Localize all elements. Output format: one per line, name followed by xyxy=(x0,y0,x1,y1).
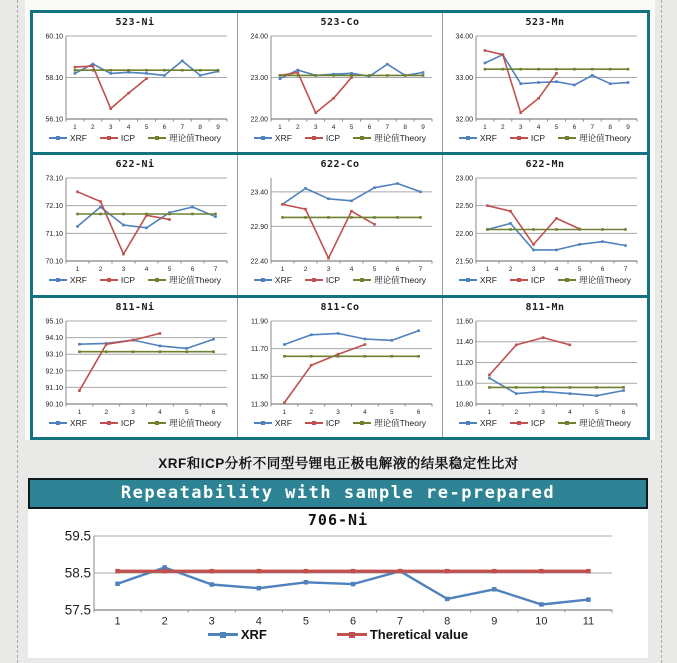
legend-label: 理论值Theory xyxy=(579,417,632,428)
svg-text:2: 2 xyxy=(309,408,314,416)
svg-text:5: 5 xyxy=(554,124,559,131)
svg-text:7: 7 xyxy=(590,124,595,131)
svg-text:1: 1 xyxy=(114,615,121,626)
svg-text:1: 1 xyxy=(280,266,285,274)
svg-text:8: 8 xyxy=(444,615,451,626)
svg-text:23.00: 23.00 xyxy=(250,74,268,82)
legend-item xyxy=(49,275,87,285)
svg-text:22.50: 22.50 xyxy=(455,203,473,211)
legend-label: ICP xyxy=(325,133,341,143)
legend-item xyxy=(353,417,426,429)
legend-label: XRF xyxy=(479,275,497,286)
svg-text:11.30: 11.30 xyxy=(251,401,268,409)
legend-line-marker-icon xyxy=(459,420,477,425)
legend-item xyxy=(148,274,221,286)
legend-line-marker-icon xyxy=(558,278,576,283)
svg-text:3: 3 xyxy=(541,408,545,416)
legend-item xyxy=(100,418,135,428)
legend-label: 理论值Theory xyxy=(169,275,222,286)
svg-text:59.5: 59.5 xyxy=(64,530,91,544)
chart-title: 523-Co xyxy=(320,17,360,28)
svg-text:4: 4 xyxy=(554,266,559,274)
svg-text:60.10: 60.10 xyxy=(45,33,63,41)
chart-title: 622-Ni xyxy=(115,159,155,171)
legend-line-marker-icon xyxy=(148,420,166,425)
svg-text:95.10: 95.10 xyxy=(45,318,63,326)
chart-title: 622-Mn xyxy=(525,159,565,171)
chart-622-mn xyxy=(442,155,647,294)
svg-text:22.90: 22.90 xyxy=(250,224,268,232)
chart-legend xyxy=(459,274,631,286)
svg-text:11: 11 xyxy=(582,615,595,626)
chart-523-co xyxy=(237,13,442,152)
legend-label: ICP xyxy=(530,417,546,428)
legend-item xyxy=(558,274,631,286)
chart-title: 811-Ni xyxy=(115,301,155,313)
svg-text:2: 2 xyxy=(514,408,519,416)
svg-text:9: 9 xyxy=(626,124,630,131)
svg-text:11.60: 11.60 xyxy=(456,318,473,326)
svg-text:8: 8 xyxy=(403,124,407,131)
chart-title: 523-Mn xyxy=(525,17,565,28)
legend-line-marker-icon xyxy=(353,278,371,283)
chart-811-mn xyxy=(442,298,647,437)
legend-label: XRF xyxy=(479,417,497,428)
svg-text:5: 5 xyxy=(184,408,189,416)
svg-text:8: 8 xyxy=(198,124,202,131)
legend-line-marker-icon xyxy=(49,136,67,141)
legend-line-marker-icon xyxy=(254,136,272,141)
svg-text:57.5: 57.5 xyxy=(64,602,91,618)
svg-text:4: 4 xyxy=(349,266,354,274)
legend-label: ICP xyxy=(530,133,546,143)
legend-line-marker-icon xyxy=(510,420,528,425)
svg-text:70.10: 70.10 xyxy=(45,258,63,266)
chart-legend xyxy=(459,132,631,144)
svg-text:22.00: 22.00 xyxy=(455,231,473,239)
legend-label: XRF xyxy=(479,133,497,143)
svg-text:6: 6 xyxy=(572,124,577,131)
svg-text:3: 3 xyxy=(121,266,126,274)
legend-label: 理论值Theory xyxy=(374,275,427,286)
svg-text:71.10: 71.10 xyxy=(45,231,63,239)
legend-item xyxy=(459,133,497,143)
svg-text:7: 7 xyxy=(385,124,390,131)
repeatability-section xyxy=(28,478,648,658)
svg-text:4: 4 xyxy=(568,408,572,416)
svg-text:5: 5 xyxy=(577,266,582,274)
svg-text:6: 6 xyxy=(190,266,195,274)
chart-legend xyxy=(254,274,426,286)
legend-label: ICP xyxy=(120,417,136,428)
legend-item xyxy=(49,133,87,143)
legend-label: XRF xyxy=(240,627,267,642)
legend-label: XRF xyxy=(69,417,87,428)
svg-text:91.10: 91.10 xyxy=(45,384,63,392)
chart-plot xyxy=(446,30,644,132)
svg-text:9: 9 xyxy=(491,615,498,626)
svg-text:2: 2 xyxy=(501,124,505,131)
legend-line-marker-icon xyxy=(305,136,323,141)
legend-item xyxy=(49,418,87,428)
grid-row-811 xyxy=(33,295,647,437)
svg-text:24.00: 24.00 xyxy=(250,33,268,41)
grid-row-622 xyxy=(33,152,647,294)
legend-label: ICP xyxy=(325,417,341,428)
svg-text:7: 7 xyxy=(623,266,628,274)
legend-label: XRF xyxy=(274,133,292,143)
legend-label: XRF xyxy=(69,275,87,286)
svg-text:90.10: 90.10 xyxy=(45,401,63,409)
svg-text:2: 2 xyxy=(91,124,95,131)
svg-text:4: 4 xyxy=(536,124,541,131)
svg-text:3: 3 xyxy=(313,124,318,131)
svg-text:2: 2 xyxy=(104,408,109,416)
legend-label: XRF xyxy=(69,133,87,143)
svg-text:58.5: 58.5 xyxy=(64,565,91,581)
legend-item xyxy=(305,275,340,285)
svg-text:1: 1 xyxy=(278,124,282,131)
print-margin-left xyxy=(17,0,18,663)
svg-text:7: 7 xyxy=(180,124,185,131)
legend-label: ICP xyxy=(530,275,546,286)
chart-622-ni xyxy=(33,155,237,294)
chart-legend xyxy=(28,627,648,642)
svg-text:11.90: 11.90 xyxy=(251,318,268,326)
svg-text:2: 2 xyxy=(508,266,513,274)
svg-text:11.40: 11.40 xyxy=(456,338,473,346)
legend-label: 理论值Theory xyxy=(579,133,632,143)
chart-plot xyxy=(36,172,234,274)
legend-line-marker-icon xyxy=(254,420,272,425)
svg-text:72.10: 72.10 xyxy=(45,203,63,211)
legend-item xyxy=(148,417,221,429)
legend-label: 理论值Theory xyxy=(169,133,222,143)
chart-legend xyxy=(49,274,221,286)
chart-plot xyxy=(36,30,234,132)
legend-line-marker-icon xyxy=(254,278,272,283)
svg-text:7: 7 xyxy=(213,266,218,274)
chart-title: 706-Ni xyxy=(307,511,369,529)
svg-text:7: 7 xyxy=(397,615,404,626)
legend-item xyxy=(510,275,545,285)
legend-label: ICP xyxy=(120,133,136,143)
legend-line-marker-icon xyxy=(49,420,67,425)
chart-811-ni xyxy=(33,298,237,437)
figure-caption: XRF和ICP分析不同型号锂电正极电解液的结果稳定性比对 xyxy=(158,456,519,471)
legend-line-marker-icon xyxy=(305,278,323,283)
svg-text:5: 5 xyxy=(594,408,599,416)
svg-text:23.00: 23.00 xyxy=(455,175,473,183)
chart-plot xyxy=(446,315,644,417)
chart-811-co xyxy=(237,298,442,437)
legend-line-marker-icon xyxy=(558,136,576,141)
legend-line-marker-icon xyxy=(510,278,528,283)
legend-item xyxy=(254,275,292,285)
svg-text:10.80: 10.80 xyxy=(455,401,473,409)
legend-item xyxy=(100,133,135,143)
legend-label: 理论值Theory xyxy=(169,417,222,428)
legend-line-marker-icon xyxy=(208,631,238,639)
legend-item xyxy=(337,627,468,642)
legend-line-marker-icon xyxy=(148,278,166,283)
legend-label: XRF xyxy=(274,275,292,286)
svg-text:1: 1 xyxy=(282,408,287,416)
legend-line-marker-icon xyxy=(100,420,118,425)
svg-text:3: 3 xyxy=(518,124,523,131)
legend-label: 理论值Theory xyxy=(579,275,632,286)
legend-label: XRF xyxy=(274,417,292,428)
svg-text:5: 5 xyxy=(349,124,354,131)
svg-text:6: 6 xyxy=(162,124,167,131)
svg-text:4: 4 xyxy=(255,615,262,626)
legend-item xyxy=(305,133,340,143)
svg-text:23.40: 23.40 xyxy=(250,189,268,197)
legend-line-marker-icon xyxy=(510,136,528,141)
svg-text:3: 3 xyxy=(531,266,536,274)
svg-text:92.10: 92.10 xyxy=(45,367,63,375)
chart-plot xyxy=(36,315,234,417)
legend-line-marker-icon xyxy=(100,136,118,141)
legend-line-marker-icon xyxy=(459,278,477,283)
svg-text:6: 6 xyxy=(211,408,216,416)
legend-line-marker-icon xyxy=(558,420,576,425)
legend-label: 理论值Theory xyxy=(374,417,427,428)
legend-line-marker-icon xyxy=(305,420,323,425)
comparison-charts-grid xyxy=(30,10,650,440)
svg-text:11.70: 11.70 xyxy=(251,345,268,353)
svg-text:6: 6 xyxy=(395,266,400,274)
svg-text:3: 3 xyxy=(108,124,113,131)
svg-text:9: 9 xyxy=(216,124,220,131)
legend-line-marker-icon xyxy=(148,136,166,141)
chart-523-ni xyxy=(33,13,237,152)
chart-title: 811-Mn xyxy=(525,301,565,313)
chart-plot xyxy=(241,30,439,132)
svg-text:5: 5 xyxy=(167,266,172,274)
svg-text:1: 1 xyxy=(77,408,82,416)
svg-text:5: 5 xyxy=(372,266,377,274)
chart-plot xyxy=(28,530,640,626)
svg-text:93.10: 93.10 xyxy=(45,351,63,359)
legend-label: ICP xyxy=(120,275,136,286)
chart-legend xyxy=(49,417,221,429)
svg-text:73.10: 73.10 xyxy=(45,175,63,183)
svg-text:58.10: 58.10 xyxy=(45,74,63,82)
grid-row-523 xyxy=(33,13,647,152)
svg-text:9: 9 xyxy=(421,124,425,131)
legend-line-marker-icon xyxy=(353,420,371,425)
svg-text:4: 4 xyxy=(126,124,131,131)
legend-item xyxy=(510,418,545,428)
legend-item xyxy=(254,133,292,143)
svg-text:1: 1 xyxy=(73,124,77,131)
chart-legend xyxy=(254,132,426,144)
svg-text:3: 3 xyxy=(336,408,340,416)
svg-text:1: 1 xyxy=(485,266,490,274)
svg-text:4: 4 xyxy=(331,124,336,131)
legend-line-marker-icon xyxy=(100,278,118,283)
svg-text:94.10: 94.10 xyxy=(45,334,63,342)
svg-text:5: 5 xyxy=(389,408,394,416)
svg-text:56.10: 56.10 xyxy=(45,116,63,124)
svg-text:33.00: 33.00 xyxy=(455,74,473,82)
svg-text:22.40: 22.40 xyxy=(250,258,268,266)
chart-title: 523-Ni xyxy=(115,17,155,28)
svg-text:4: 4 xyxy=(158,408,162,416)
svg-text:2: 2 xyxy=(98,266,103,274)
chart-legend xyxy=(459,417,631,429)
svg-text:8: 8 xyxy=(608,124,612,131)
svg-text:4: 4 xyxy=(144,266,149,274)
chart-523-mn xyxy=(442,13,647,152)
svg-text:6: 6 xyxy=(600,266,605,274)
chart-title: 622-Co xyxy=(320,159,360,171)
svg-text:1: 1 xyxy=(75,266,80,274)
svg-text:5: 5 xyxy=(302,615,309,626)
svg-text:2: 2 xyxy=(303,266,308,274)
svg-text:10: 10 xyxy=(535,615,548,626)
svg-text:6: 6 xyxy=(367,124,372,131)
chart-plot xyxy=(241,315,439,417)
svg-text:32.00: 32.00 xyxy=(455,116,473,124)
legend-item xyxy=(558,132,631,144)
section-title-banner: Repeatability with sample re-prepared xyxy=(28,478,648,509)
svg-text:22.00: 22.00 xyxy=(250,116,268,124)
legend-line-marker-icon xyxy=(337,631,367,639)
svg-text:3: 3 xyxy=(208,615,215,626)
svg-text:3: 3 xyxy=(131,408,135,416)
svg-text:6: 6 xyxy=(621,408,626,416)
svg-text:6: 6 xyxy=(416,408,421,416)
svg-text:11.50: 11.50 xyxy=(251,373,268,381)
chart-legend xyxy=(49,132,221,144)
legend-item xyxy=(208,627,267,642)
svg-text:21.50: 21.50 xyxy=(455,258,473,266)
svg-text:34.00: 34.00 xyxy=(455,33,473,41)
legend-line-marker-icon xyxy=(49,278,67,283)
legend-item xyxy=(558,417,631,429)
chart-plot xyxy=(241,172,439,274)
svg-text:7: 7 xyxy=(418,266,423,274)
chart-title: 811-Co xyxy=(320,301,360,313)
legend-label: 理论值Theory xyxy=(374,133,427,143)
svg-text:6: 6 xyxy=(349,615,357,626)
svg-text:2: 2 xyxy=(296,124,300,131)
chart-706-ni xyxy=(28,509,648,658)
svg-text:11.00: 11.00 xyxy=(456,380,473,388)
chart-622-co xyxy=(237,155,442,294)
legend-item xyxy=(510,133,545,143)
legend-item xyxy=(305,418,340,428)
legend-item xyxy=(148,132,221,144)
legend-item xyxy=(353,132,426,144)
legend-item xyxy=(100,275,135,285)
svg-text:3: 3 xyxy=(326,266,331,274)
legend-label: ICP xyxy=(325,275,341,286)
print-margin-right xyxy=(661,0,662,663)
chart-plot xyxy=(446,172,644,274)
svg-text:1: 1 xyxy=(487,408,492,416)
legend-line-marker-icon xyxy=(353,136,371,141)
chart-legend xyxy=(254,417,426,429)
legend-line-marker-icon xyxy=(459,136,477,141)
legend-item xyxy=(459,275,497,285)
svg-text:5: 5 xyxy=(144,124,149,131)
legend-item xyxy=(459,418,497,428)
legend-label: Theretical value xyxy=(369,627,469,642)
svg-text:1: 1 xyxy=(483,124,487,131)
legend-item xyxy=(353,274,426,286)
svg-text:2: 2 xyxy=(161,615,168,626)
svg-text:11.20: 11.20 xyxy=(456,359,473,367)
legend-item xyxy=(254,418,292,428)
svg-text:4: 4 xyxy=(363,408,367,416)
